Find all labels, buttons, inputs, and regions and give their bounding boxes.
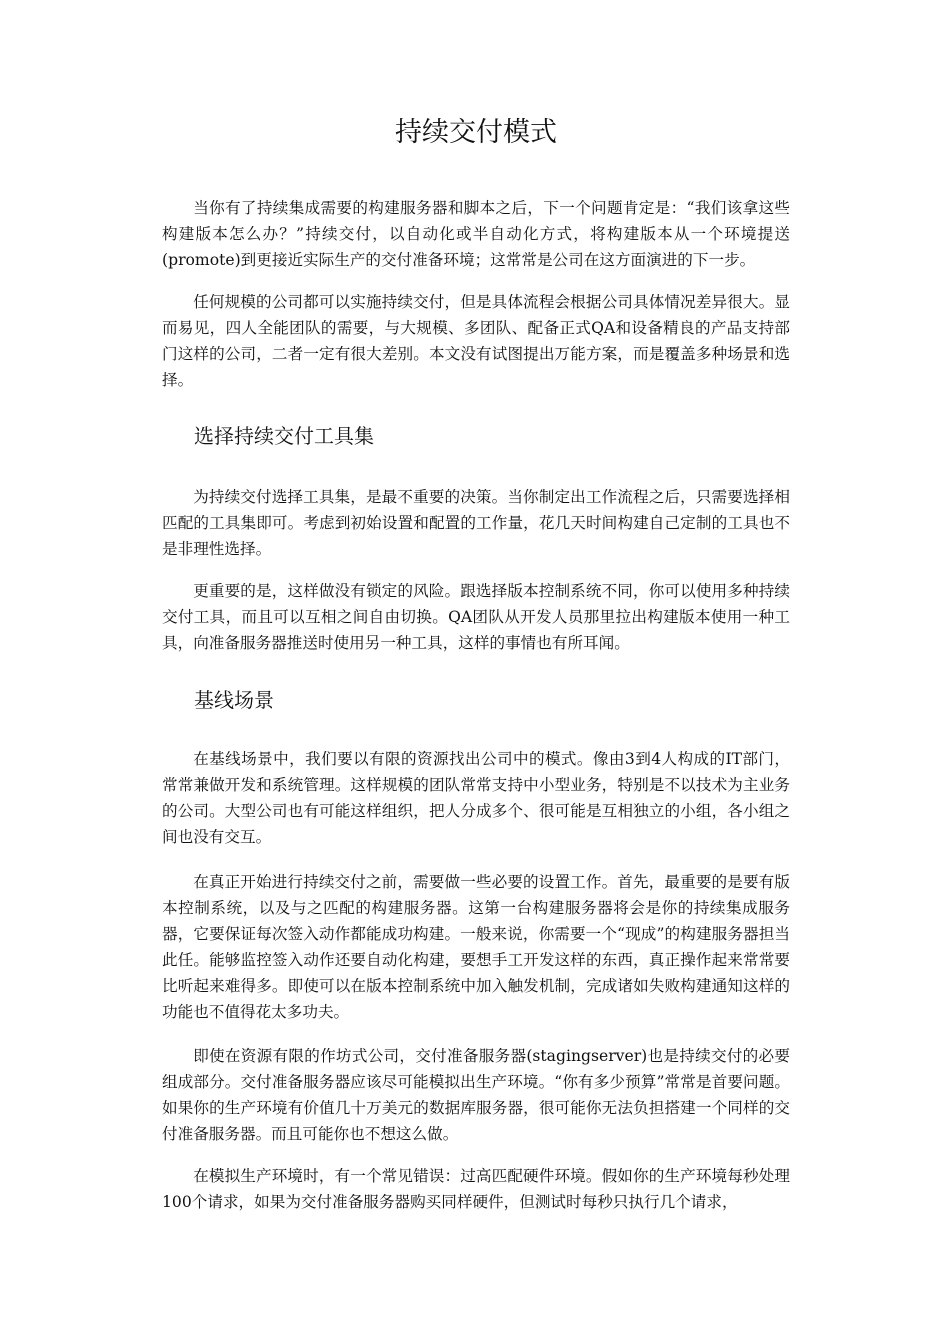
toolset-paragraph-1: 为持续交付选择工具集，是最不重要的决策。当你制定出工作流程之后，只需要选择相匹配的工具集即可。考虑到初始设置和配置的工作量，花几天时间构建自己定制的工具也不是非理性选择。 — [162, 488, 790, 558]
section-heading-toolset: 选择持续交付工具集 — [194, 424, 374, 448]
baseline-paragraph-4: 在模拟生产环境时，有一个常见错误：过高匹配硬件环境。假如你的生产环境每秒处理100个请求，如果为交付准备服务器购买同样硬件，但测试时每秒只执行几个请求， — [162, 1167, 790, 1211]
section-heading-baseline: 基线场景 — [194, 688, 274, 712]
baseline-paragraph-3: 即使在资源有限的作坊式公司，交付准备服务器(stagingserver)也是持续交付的必要组成部分。交付准备服务器应该尽可能模拟出生产环境。“你有多少预算”常常是首要问题。如果你的生产环境有价值几十万美元的数据库服务器，很可能你无法负担搭建一个同样的交付准备服务器。而且可能你也不想这么做。 — [162, 1047, 790, 1143]
toolset-paragraph-2: 更重要的是，这样做没有锁定的风险。跟选择版本控制系统不同，你可以使用多种持续交付工具，而且可以互相之间自由切换。QA团队从开发人员那里拉出构建版本使用一种工具，向准备服务器推送时使用另一种工具，这样的事情也有所耳闻。 — [162, 582, 790, 652]
document-title: 持续交付模式 — [395, 117, 557, 148]
intro-paragraph-2: 任何规模的公司都可以实施持续交付，但是具体流程会根据公司具体情况差异很大。显而易见，四人全能团队的需要，与大规模、多团队、配备正式QA和设备精良的产品支持部门这样的公司，二者一定有很大差别。本文没有试图提出万能方案，而是覆盖多种场景和选择。 — [162, 293, 790, 389]
baseline-paragraph-1: 在基线场景中，我们要以有限的资源找出公司中的模式。像由3到4人构成的IT部门，常常兼做开发和系统管理。这样规模的团队常常支持中小型业务，特别是不以技术为主业务的公司。大型公司也有可能这样组织，把人分成多个、很可能是互相独立的小组，各小组之间也没有交互。 — [162, 750, 790, 846]
baseline-paragraph-2: 在真正开始进行持续交付之前，需要做一些必要的设置工作。首先，最重要的是要有版本控制系统，以及与之匹配的构建服务器。这第一台构建服务器将会是你的持续集成服务器，它要保证每次签入动作都能成功构建。一般来说，你需要一个“现成”的构建服务器担当此任。能够监控签入动作还要自动化构建，要想手工开发这样的东西，真正操作起来常常要比听起来难得多。即使可以在版本控制系统中加入触发机制，完成诸如失败构建通知这样的功能也不值得花太多功夫。 — [162, 873, 790, 1021]
intro-paragraph-1: 当你有了持续集成需要的构建服务器和脚本之后，下一个问题肯定是：“我们该拿这些构建版本怎么办？”持续交付，以自动化或半自动化方式，将构建版本从一个环境提送(promote)到更接近实际生产的交付准备环境；这常常是公司在这方面演进的下一步。 — [162, 199, 790, 269]
